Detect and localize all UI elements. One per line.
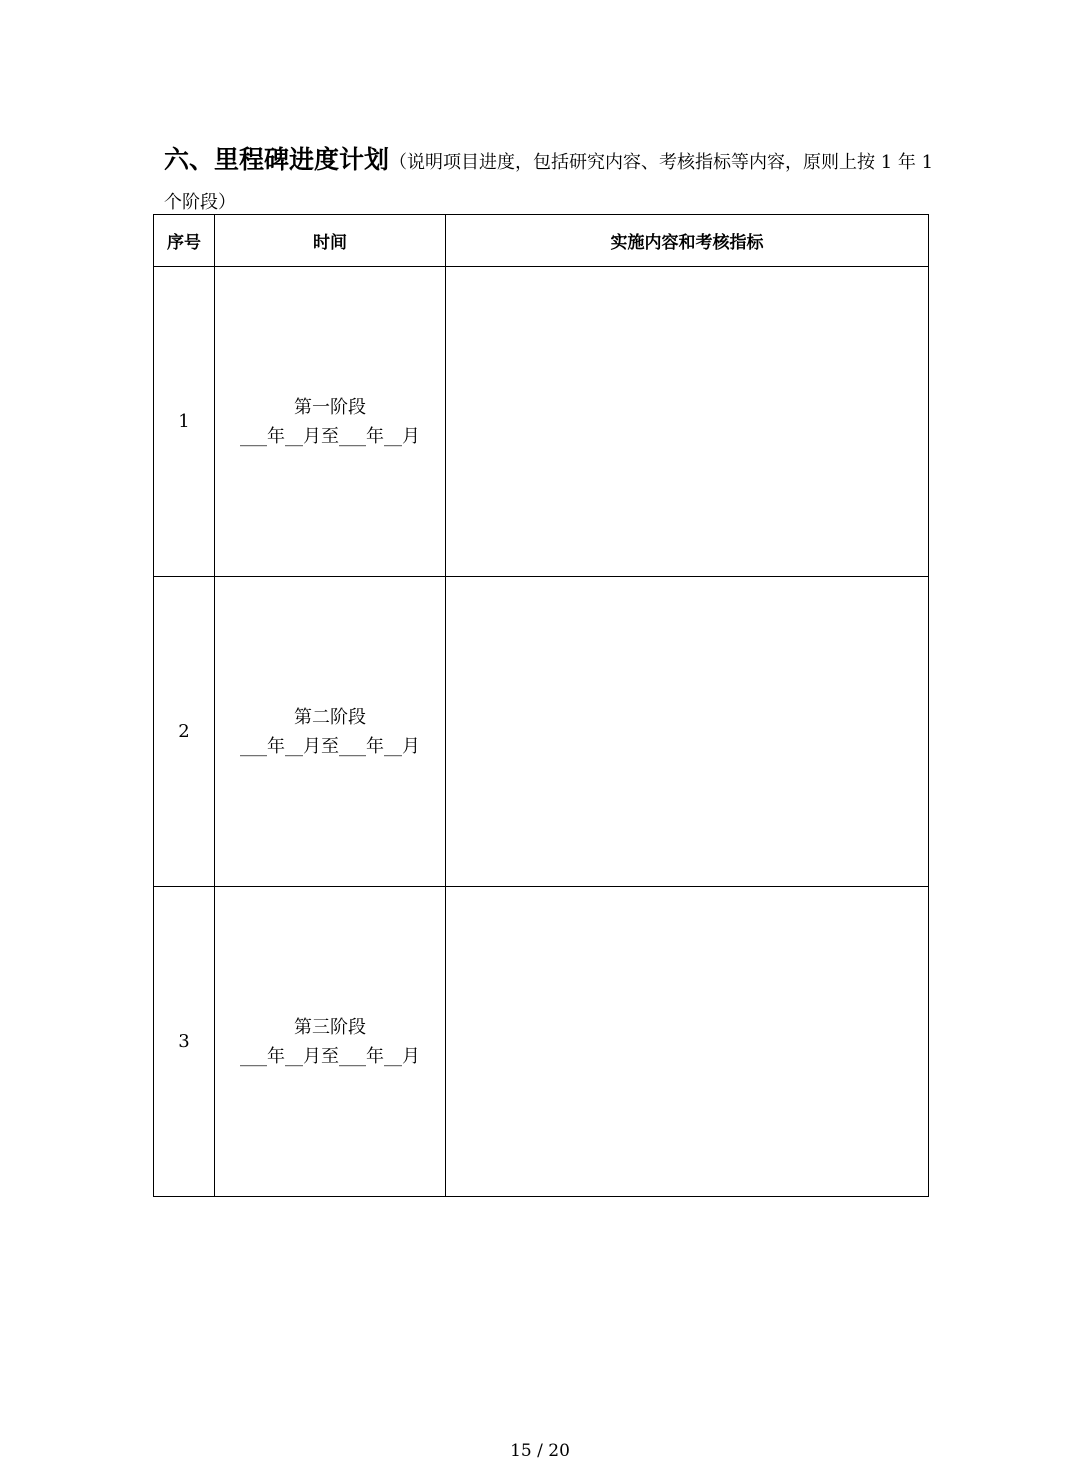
content-cell[interactable] (446, 887, 929, 1197)
section-heading (164, 140, 934, 223)
table-row (154, 267, 929, 577)
header-time: 时间 (215, 215, 446, 267)
stage-time-cell (215, 577, 446, 887)
row-number: 2 (154, 577, 215, 887)
page-number: 15 / 20 (510, 1441, 570, 1461)
stage-date-range[interactable]: ___年__月至___年__月 (240, 735, 420, 757)
stage-name: 第二阶段 (294, 706, 366, 728)
milestone-table (153, 214, 929, 1197)
stage-name: 第一阶段 (294, 396, 366, 418)
stage-date-range[interactable]: ___年__月至___年__月 (240, 1045, 420, 1067)
row-number: 1 (154, 267, 215, 577)
stage-time-cell (215, 887, 446, 1197)
stage-time-cell (215, 267, 446, 577)
table-header-row (154, 215, 929, 267)
table-row (154, 577, 929, 887)
row-number: 3 (154, 887, 215, 1197)
content-cell[interactable] (446, 577, 929, 887)
table-row (154, 887, 929, 1197)
content-cell[interactable] (446, 267, 929, 577)
stage-name: 第三阶段 (294, 1016, 366, 1038)
section-title: 六、里程碑进度计划 (164, 145, 390, 174)
header-no: 序号 (154, 215, 215, 267)
stage-date-range[interactable]: ___年__月至___年__月 (240, 425, 420, 447)
section-note: （说明项目进度，包括研究内容、考核指标等内容，原则上按 1 年 1 个阶段） (164, 152, 934, 213)
header-content: 实施内容和考核指标 (446, 215, 929, 267)
